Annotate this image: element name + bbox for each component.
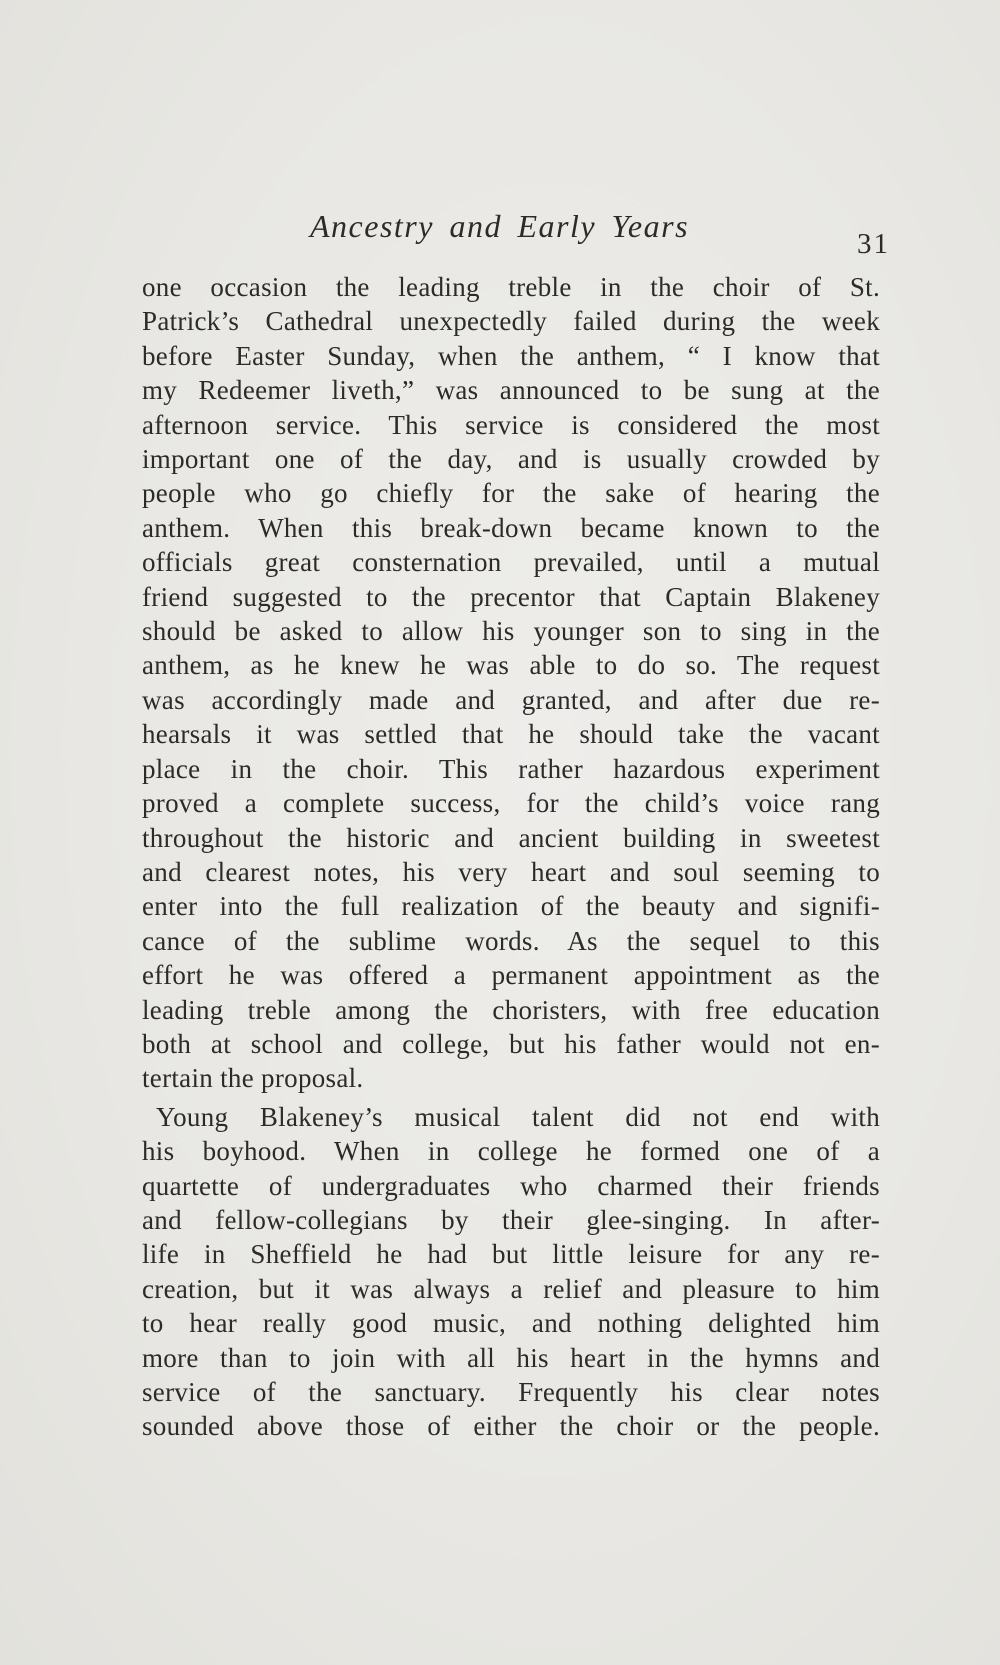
text-line: cance of the sublime words. As the sequel to this: [142, 925, 880, 956]
text-line: afternoon service. This service is considered the most: [142, 409, 880, 440]
text-line: one occasion the leading treble in the choir of St.: [142, 272, 880, 302]
text-line: anthem. When this break-down became known to the: [142, 512, 880, 543]
page-header: [0, 208, 1000, 258]
text-line: life in Sheffield he had but little leisure for any re-: [142, 1239, 880, 1270]
text-line: more than to join with all his heart in the hymns and: [142, 1342, 880, 1373]
text-line: proved a complete success, for the child’s voice rang: [142, 788, 880, 819]
text-line: people who go chiefly for the sake of hearing the: [142, 478, 880, 509]
page-number: 31: [857, 228, 890, 260]
text-line: service of the sanctuary. Frequently his clear notes: [142, 1377, 880, 1407]
text-line: should be asked to allow his younger son to sing in the: [142, 616, 880, 647]
running-head: Ancestry and Early Years: [310, 208, 690, 244]
text-line: effort he was offered a permanent appointment as the: [142, 960, 880, 991]
text-line: his boyhood. When in college he formed one of a: [142, 1136, 880, 1167]
text-line: and fellow-collegians by their glee-singing. In after-: [142, 1204, 880, 1235]
text-line: enter into the full realization of the beauty and signifi-: [142, 891, 880, 922]
paragraph: [142, 1100, 880, 1444]
text-line: leading treble among the choristers, with free education: [142, 994, 880, 1025]
text-line: friend suggested to the precentor that Captain Blakeney: [142, 581, 880, 612]
text-line: anthem, as he knew he was able to do so. The request: [142, 650, 880, 681]
text-line: quartette of undergraduates who charmed their friends: [142, 1170, 880, 1201]
text-line: sounded above those of either the choir or the people.: [142, 1411, 880, 1442]
text-line: important one of the day, and is usually crowded by: [142, 444, 880, 475]
text-line: hearsals it was settled that he should take the vacant: [142, 719, 880, 750]
text-line: and clearest notes, his very heart and soul seeming to: [142, 856, 880, 887]
text-line: place in the choir. This rather hazardous experiment: [142, 753, 880, 784]
text-line: Patrick’s Cathedral unexpectedly failed during the week: [142, 306, 880, 337]
text-line: creation, but it was always a relief and pleasure to him: [142, 1273, 880, 1304]
body-text: [142, 270, 880, 1444]
text-line: throughout the historic and ancient building in sweetest: [142, 822, 880, 853]
text-line: before Easter Sunday, when the anthem, “ I know that: [142, 340, 880, 371]
text-line: my Redeemer liveth,” was announced to be sung at the: [142, 375, 880, 406]
text-line: Young Blakeney’s musical talent did not end with: [156, 1101, 880, 1132]
text-line: officials great consternation prevailed, until a mutual: [142, 547, 880, 578]
text-line: to hear really good music, and nothing delighted him: [142, 1308, 880, 1339]
text-line: tertain the proposal.: [142, 1063, 364, 1094]
text-line: was accordingly made and granted, and after due re-: [142, 684, 880, 715]
paragraph: [142, 270, 880, 1096]
text-line: both at school and college, but his father would not en-: [142, 1028, 880, 1059]
